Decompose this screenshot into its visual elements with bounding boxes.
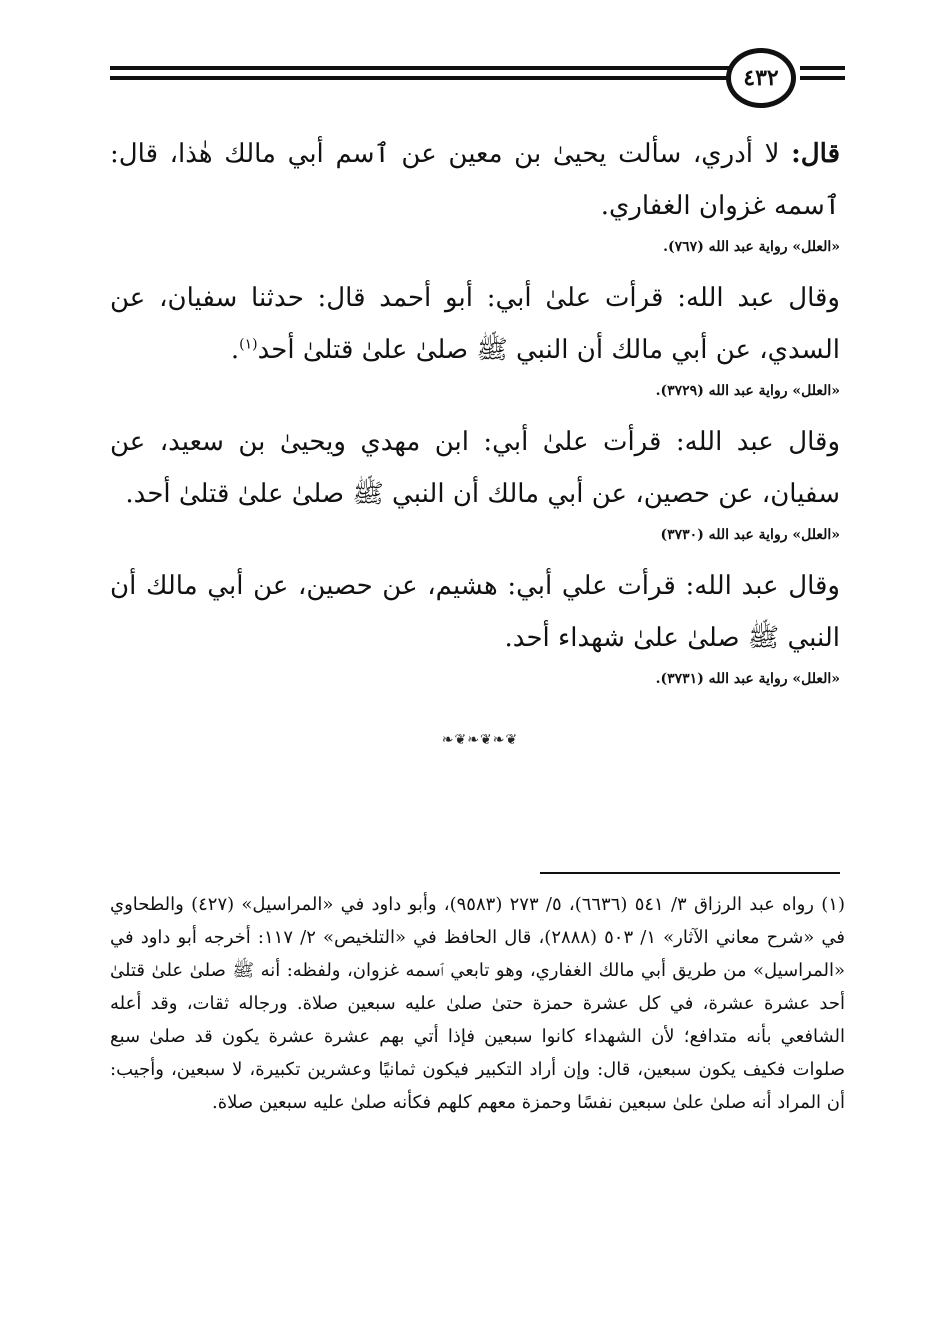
footnote	[110, 888, 845, 1119]
header-rule	[110, 66, 730, 96]
entry-1-lead: قال:	[791, 139, 840, 169]
footnote-ref[interactable]: (١)	[239, 336, 258, 353]
entry-2-source: «العلل» رواية عبد الله (٣٧٢٩).	[655, 383, 840, 399]
entry-4-text: وقال عبد الله: قرأت علي أبي: هشيم، عن حصين، عن أبي مالك أن النبي ﷺ صلىٰ علىٰ شهداء أحد.	[110, 571, 840, 653]
main-text	[110, 128, 840, 704]
entry-2-tail: .	[230, 335, 240, 365]
entry-3	[110, 416, 840, 520]
entry-2-text: وقال عبد الله: قرأت علىٰ أبي: أبو أحمد قال: حدثنا سفيان، عن السدي، عن أبي مالك أن النبي ﷺ صلىٰ علىٰ قتلىٰ أحد	[110, 283, 840, 365]
entry-3-text: وقال عبد الله: قرأت علىٰ أبي: ابن مهدي ويحيىٰ بن سعيد، عن سفيان، عن حصين، عن أبي مالك أن النبي ﷺ صلىٰ علىٰ قتلىٰ أحد.	[110, 427, 840, 509]
entry-1-text: لا أدري، سألت يحيىٰ بن معين عن ٱسم أبي مالك هٰذا، قال: ٱسمه غزوان الغفاري.	[110, 139, 840, 221]
footnote-text: رواه عبد الرزاق ٣/ ٥٤١ (٦٦٣٦)، ٥/ ٢٧٣ (٩٥٨٣)، وأبو داود في «المراسيل» (٤٢٧) والطحاوي في «شرح معاني الآثار» ١/ ٥٠٣ (٢٨٨٨)، قال الحافظ في «التلخيص» ٢/ ١١٧: أخرجه أبو داود في «المراسيل» من طريق أبي مالك الغفاري، وهو تابعي ٱسمه غزوان، ولفظه: أنه ﷺ صلىٰ علىٰ قتلىٰ أحد عشرة عشرة، في كل عشرة حمزة حتىٰ صلىٰ عليه سبعين صلاة. ورجاله ثقات، وقد أعله الشافعي بأنه متدافع؛ لأن الشهداء كانوا سبعين فإذا أتي بهم عشرة عشرة يكون قد صلىٰ سبع صلوات فكيف يكون سبعين، قال: وإن أراد التكبير فيكون ثمانيًا وعشرين تكبيرة، لا سبعين، وأجيب: أن المراد أنه صلىٰ علىٰ سبعين نفسًا وحمزة معهم كلهم فكأنه صلىٰ عليه سبعين صلاة.	[110, 894, 846, 1113]
entry-4	[110, 560, 840, 664]
footnote-rule	[540, 872, 840, 874]
page-number-badge: ٤٣٢	[726, 48, 796, 108]
header-rule-stub	[800, 66, 845, 96]
entry-2	[110, 272, 840, 376]
footnote-number: (١)	[821, 894, 845, 915]
entry-3-source: «العلل» رواية عبد الله (٣٧٣٠)	[660, 527, 840, 543]
entry-4-source: «العلل» رواية عبد الله (٣٧٣١).	[655, 671, 840, 687]
ornament-divider: ❧❦❧❦❧❦	[441, 732, 519, 748]
entry-1-source: «العلل» رواية عبد الله (٧٦٧).	[663, 239, 840, 255]
page-header	[110, 48, 850, 112]
entry-1	[110, 128, 840, 232]
